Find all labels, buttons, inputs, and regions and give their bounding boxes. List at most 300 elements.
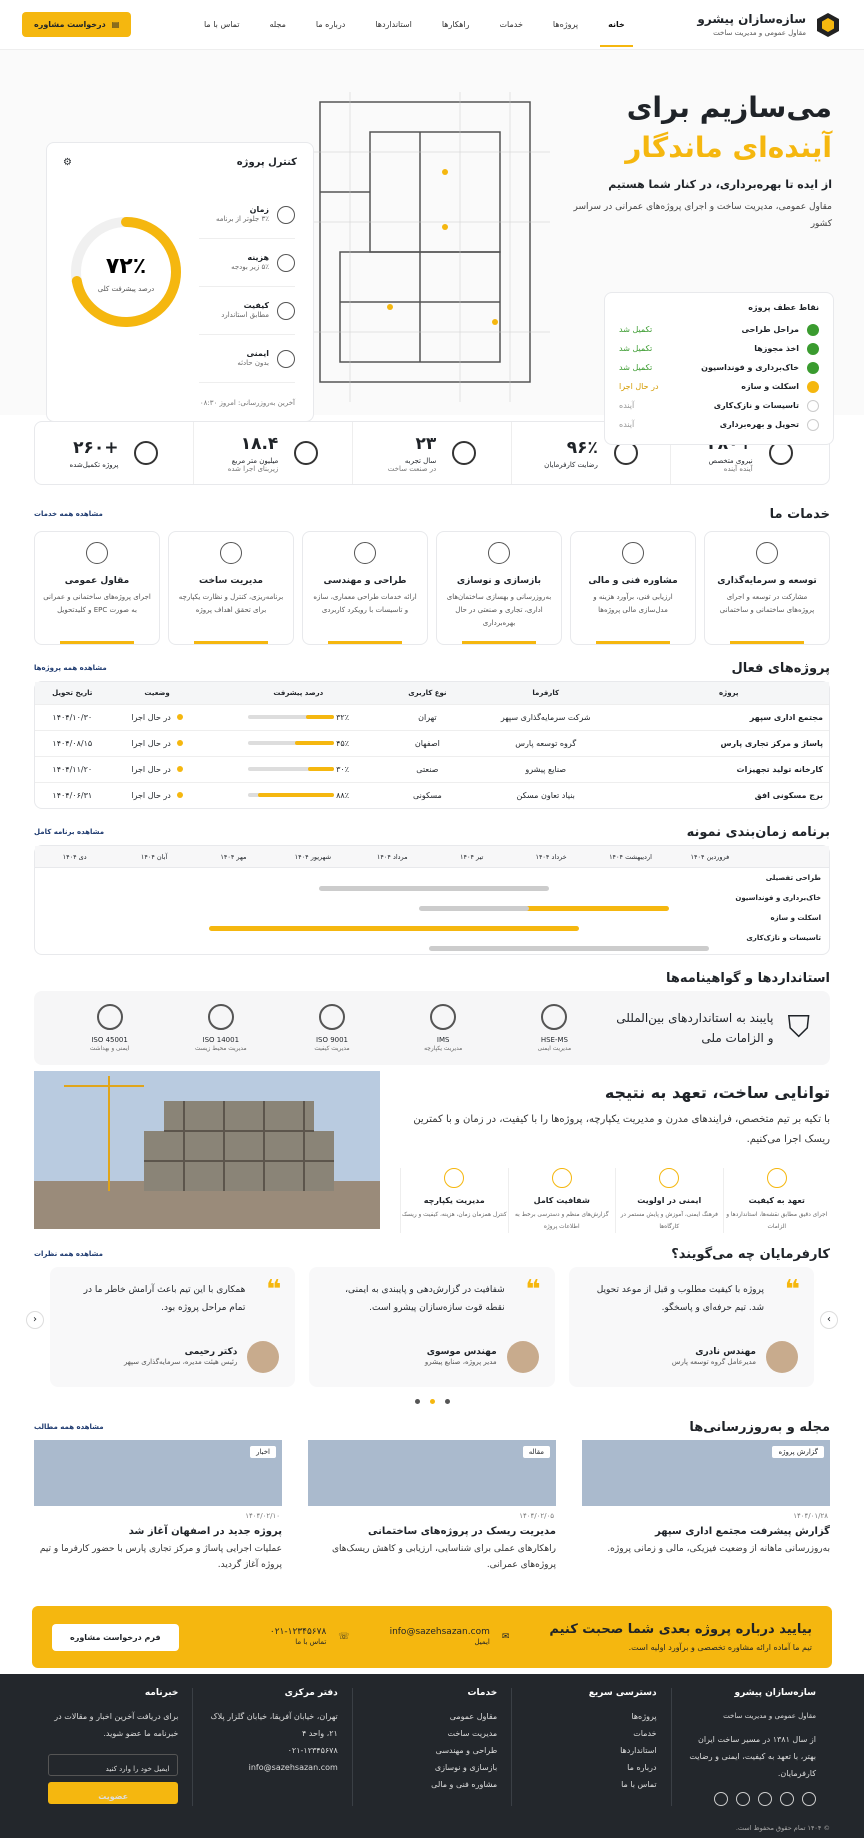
news-title: پروژه جدید در اصفهان آغاز شد	[128, 1526, 282, 1537]
feature-icon	[659, 1168, 679, 1188]
project-date: ۱۴۰۴/۱۱/۲۰	[35, 756, 110, 782]
gantt-month: دی ۱۴۰۴	[62, 852, 87, 861]
author-name: دکتر رحیمی	[184, 1347, 238, 1357]
service-card[interactable]	[436, 531, 562, 645]
certificate-desc: مدیریت کیفیت	[314, 1046, 350, 1052]
certificate-desc: مدیریت ایمنی	[537, 1046, 572, 1052]
certificate-name: ISO 45001	[91, 1036, 128, 1044]
certificate-badge	[165, 1004, 276, 1052]
metric-status: بدون حادثه	[237, 359, 269, 367]
milestone-status: در حال اجرا	[619, 382, 659, 391]
metric-status: ۵٪ زیر بودجه	[231, 263, 269, 271]
service-card[interactable]	[570, 531, 696, 645]
hero-description: مقاول عمومی، مدیریت ساخت و اجرای پروژه‌های عمرانی در سراسر کشور	[573, 202, 832, 229]
project-progress	[205, 782, 392, 808]
milestone-name: تاسیسات و نازک‌کاری	[713, 401, 799, 410]
table-row[interactable]	[35, 730, 829, 756]
gantt-task: خاک‌برداری و فونداسیون	[735, 894, 821, 902]
milestone-status-icon	[807, 324, 819, 336]
feature-title: مدیریت یکپارچه	[423, 1196, 485, 1205]
feature-icon	[552, 1168, 572, 1188]
office-email[interactable]: info@sazehsazan.com	[248, 1763, 338, 1772]
feature-title: ایمنی در اولویت	[637, 1196, 702, 1205]
status-text: در حال اجرا	[131, 712, 171, 722]
office-address: تهران، خیابان آفریقا، خیابان گلزار پلاک ۲۱، واحد ۴	[210, 1712, 338, 1738]
footer-tagline: مقاول عمومی و مدیریت ساخت	[723, 1712, 816, 1720]
avatar	[247, 1341, 279, 1373]
project-date: ۱۴۰۴/۰۸/۱۵	[35, 730, 110, 756]
milestone-status: تکمیل شد	[619, 363, 653, 372]
news-card[interactable]	[34, 1440, 282, 1586]
stat-icon	[452, 441, 476, 465]
gantt-chart	[34, 845, 830, 955]
cta-subtitle: تیم ما آماده ارائه مشاوره تخصصی و برآورد اولیه است.	[628, 1643, 812, 1652]
standards-title: استانداردها و گواهینامه‌ها	[666, 970, 830, 986]
news-tag: گزارش پروژه	[772, 1446, 824, 1458]
milestone-name: مراحل طراحی	[741, 325, 799, 334]
certificate-desc: ایمنی و بهداشت	[89, 1046, 130, 1052]
site-header	[0, 0, 864, 50]
progress-bar	[248, 793, 334, 797]
feature-item	[615, 1168, 723, 1233]
author-name: مهندس نادری	[695, 1347, 756, 1357]
project-client: شرکت سرمایه‌گذاری سپهر	[463, 704, 629, 730]
milestone-status: تکمیل شد	[619, 325, 653, 334]
hero-subtitle: از ایده تا بهره‌برداری، در کنار شما هستیم	[608, 178, 832, 191]
status-dot-icon	[177, 766, 183, 772]
metric-icon	[277, 254, 295, 272]
stat-sub: زیربنای اجرا شده	[227, 464, 279, 473]
project-status	[110, 782, 205, 808]
status-text: در حال اجرا	[131, 790, 171, 800]
status-dot-icon	[177, 740, 183, 746]
footer-link[interactable]: پروژه‌ها	[631, 1712, 657, 1721]
milestone-item	[619, 396, 819, 415]
progress-bar	[248, 741, 334, 745]
news-card[interactable]	[582, 1440, 830, 1586]
news-tag: مقاله	[523, 1446, 550, 1458]
progress-ring	[67, 213, 185, 331]
milestone-status: آینده	[619, 401, 635, 410]
testimonial-author	[672, 1341, 798, 1373]
project-progress	[205, 704, 392, 730]
progress-value: ۳۲٪	[333, 712, 350, 722]
certificate-desc: مدیریت یکپارچه	[424, 1046, 463, 1052]
project-client: بنیاد تعاون مسکن	[463, 782, 629, 808]
footer-link[interactable]: مدیریت ساخت	[447, 1729, 498, 1738]
gantt-month: فروردین ۱۴۰۴	[690, 852, 730, 861]
gantt-month: اردیبهشت ۱۴۰۴	[609, 852, 652, 861]
blueprint-image	[300, 92, 550, 402]
stat-label: میلیون متر مربع	[231, 456, 279, 465]
footer-brand: سازه‌سازان پیشرو	[734, 1688, 816, 1698]
service-desc: ارزیابی فنی، برآورد هزینه و مدل‌سازی مالی پروژه‌ها	[593, 593, 673, 614]
milestone-status-icon	[807, 343, 819, 355]
certificate-name: HSE-MS	[540, 1036, 568, 1044]
service-title: مشاوره فنی و مالی	[588, 576, 678, 586]
gantt-bar	[429, 946, 709, 951]
services-title: خدمات ما	[769, 506, 830, 522]
project-name: پاساژ و مرکز تجاری پارس	[629, 730, 829, 756]
service-desc: اجرای پروژه‌های ساختمانی و عمرانی به صورت EPC و کلیدتحویل	[43, 593, 151, 614]
table-header: پروژه	[629, 682, 829, 704]
project-type: صنعتی	[392, 756, 463, 782]
stat-label: سال تجربه	[404, 456, 437, 465]
news-excerpt: راهکارهای عملی برای شناسایی، ارزیابی و کاهش ریسک‌های پروژه‌های عمرانی.	[332, 1544, 556, 1570]
avatar	[766, 1341, 798, 1373]
milestone-item	[619, 358, 819, 377]
control-title: کنترل پروژه	[236, 157, 297, 168]
project-status	[110, 730, 205, 756]
service-desc: برنامه‌ریزی، کنترل و نظارت یکپارچه برای تحقق اهداف پروژه	[178, 593, 284, 614]
footer-quick-title: دسترسی سریع	[588, 1688, 657, 1698]
capability-section	[34, 1071, 830, 1229]
service-card[interactable]	[168, 531, 294, 645]
table-header: درصد پیشرفت	[205, 682, 392, 704]
prev-arrow-icon[interactable]: ‹	[26, 1311, 44, 1329]
news-section	[34, 1414, 830, 1586]
footer-link[interactable]: خدمات	[633, 1729, 657, 1738]
shield-check-icon: ⛉	[787, 1010, 810, 1045]
newsletter-submit-button[interactable]: عضویت	[48, 1782, 178, 1804]
service-card[interactable]	[704, 531, 830, 645]
table-header: وضعیت	[110, 682, 205, 704]
progress-value: ۸۸٪	[333, 790, 350, 800]
milestone-status-icon	[807, 419, 819, 431]
author-role: رئیس هیئت مدیره، سرمایه‌گذاری سپهر	[123, 1358, 238, 1366]
footer-link[interactable]: مقاول عمومی	[449, 1712, 498, 1721]
gantt-month: شهریور ۱۴۰۴	[294, 852, 332, 861]
logo-icon	[814, 11, 842, 39]
project-name: مجتمع اداری سپهر	[629, 704, 829, 730]
footer-link[interactable]: درباره ما	[627, 1763, 657, 1772]
nav-solutions[interactable]: راهکارها	[441, 20, 470, 29]
project-progress	[205, 730, 392, 756]
feature-item	[400, 1168, 508, 1233]
status-text: در حال اجرا	[131, 738, 171, 748]
stat-number: ۲۳	[415, 433, 437, 454]
footer-link[interactable]: مشاوره فنی و مالی	[431, 1780, 498, 1789]
testimonials-section	[34, 1241, 830, 1404]
status-text: در حال اجرا	[131, 764, 171, 774]
milestone-status-icon	[807, 381, 819, 393]
stat-item	[352, 422, 511, 484]
cta-phone[interactable]: ☏ ۰۲۱-۱۲۳۴۵۶۷۸ تماس با ما	[269, 1627, 350, 1646]
hero-title: می‌سازیم برای	[626, 91, 832, 124]
footer	[0, 1674, 864, 1838]
next-arrow-icon[interactable]: ›	[820, 1311, 838, 1329]
service-title: مقاول عمومی	[64, 576, 130, 586]
service-desc: مشارکت در توسعه و اجرای پروژه‌های ساختمانی و ساختمانی	[719, 593, 815, 614]
project-status	[110, 756, 205, 782]
service-card[interactable]	[302, 531, 428, 645]
milestone-status: آینده	[619, 420, 635, 429]
certificate-seal-icon	[97, 1004, 123, 1030]
service-title: بازسازی و نوسازی	[456, 576, 542, 586]
project-client: صنایع پیشرو	[463, 756, 629, 782]
nav-blog[interactable]: مجله	[269, 20, 286, 29]
news-date: ۱۴۰۴/۰۲/۱۰	[245, 1512, 280, 1520]
gantt-month: خرداد ۱۴۰۴	[535, 852, 567, 861]
testimonial-quote: همکاری با این تیم باعث آرامش خاطر ما در تمام مراحل پروژه بود.	[83, 1285, 246, 1313]
mail-icon: ✉	[501, 1632, 510, 1642]
metric-icon	[277, 206, 295, 224]
stat-icon	[134, 441, 158, 465]
newsletter-email-input[interactable]: ایمیل خود را وارد کنید	[48, 1754, 178, 1776]
feature-item	[723, 1168, 831, 1233]
author-role: مدیر پروژه، صنایع پیشرو	[424, 1358, 497, 1366]
progress-label: درصد پیشرفت کلی	[97, 285, 155, 293]
stat-icon	[294, 441, 318, 465]
news-excerpt: عملیات اجرایی پاساژ و مرکز تجاری پارس با حضور کارفرما و تیم پروژه آغاز گردید.	[39, 1544, 282, 1570]
stat-label: نیروی متخصص	[708, 456, 753, 465]
feature-item	[508, 1168, 616, 1233]
stat-item	[193, 422, 352, 484]
news-title: مجله و به‌روزرسانی‌ها	[689, 1419, 830, 1435]
certificate-badge	[499, 1004, 610, 1052]
cta-email[interactable]: ✉ info@sazehsazan.com ایمیل	[389, 1627, 510, 1646]
telegram-icon	[736, 1792, 750, 1806]
certificate-desc: مدیریت محیط زیست	[194, 1046, 247, 1052]
projects-title: پروژه‌های فعال	[731, 660, 830, 676]
testimonial-card	[50, 1267, 295, 1387]
control-metric	[199, 287, 295, 335]
service-icon	[756, 542, 778, 564]
feature-desc: کنترل همزمان زمان، هزینه، کیفیت و ریسک	[401, 1212, 507, 1218]
gantt-month: مرداد ۱۴۰۴	[376, 852, 408, 861]
feature-icon	[767, 1168, 787, 1188]
stat-number: ۱۸.۴	[240, 433, 279, 454]
timeline-title: برنامه زمان‌بندی نمونه	[686, 824, 830, 840]
instagram-icon	[780, 1792, 794, 1806]
metric-title: ایمنی	[246, 349, 269, 358]
news-title: مدیریت ریسک در پروژه‌های ساختمانی	[368, 1526, 556, 1537]
footer-office-title: دفتر مرکزی	[284, 1688, 338, 1698]
nav-home[interactable]: خانه	[608, 2, 625, 47]
author-name: مهندس موسوی	[426, 1347, 497, 1357]
nav-projects[interactable]: پروژه‌ها	[552, 20, 579, 29]
milestone-item	[619, 320, 819, 339]
testimonial-card	[569, 1267, 814, 1387]
author-role: مدیرعامل گروه توسعه پارس	[671, 1358, 756, 1366]
service-title: توسعه و سرمایه‌گذاری	[717, 576, 817, 586]
quote-icon: ❝	[525, 1275, 541, 1305]
newsletter-title: خبرنامه	[144, 1688, 179, 1698]
last-update: آخرین به‌روزرسانی: امروز ۰۸:۳۰	[199, 399, 295, 407]
standards-lead: پایبند به استانداردهای بین‌المللی و الزامات ملی	[616, 1011, 774, 1045]
x-icon	[714, 1792, 728, 1806]
project-name: کارخانه تولید تجهیزات	[629, 756, 829, 782]
quote-icon: ❝	[266, 1275, 282, 1305]
table-header: تاریخ تحویل	[35, 682, 110, 704]
certificate-seal-icon	[541, 1004, 567, 1030]
stat-number: ۹۶٪	[566, 437, 598, 458]
project-control-card	[46, 142, 314, 422]
service-icon	[488, 542, 510, 564]
project-name: برج مسکونی افق	[629, 782, 829, 808]
phone-icon: ☏	[338, 1632, 350, 1642]
capability-title: توانایی ساخت، تعهد به نتیجه	[604, 1083, 830, 1102]
project-type: اصفهان	[392, 730, 463, 756]
brand-tagline: مقاول عمومی و مدیریت ساخت	[713, 29, 806, 37]
control-metric	[199, 239, 295, 287]
stat-sub: در صنعت ساخت	[387, 464, 437, 473]
brand[interactable]	[697, 11, 842, 39]
news-excerpt: به‌روزرسانی ماهانه از وضعیت فیزیکی، مالی و زمانی پروژه.	[607, 1544, 830, 1554]
carousel-dots[interactable]	[34, 1399, 830, 1404]
certificate-name: IMS	[436, 1036, 450, 1044]
milestone-name: اسکلت و سازه	[741, 382, 799, 391]
milestone-name: اخذ مجوزها	[754, 344, 799, 353]
footer-link[interactable]: بازسازی و نوسازی	[434, 1763, 498, 1772]
gantt-bar	[209, 926, 579, 931]
projects-view-all-link[interactable]: مشاهده همه پروژه‌ها	[34, 664, 107, 672]
table-row[interactable]	[35, 756, 829, 782]
testimonial-quote: شفافیت در گزارش‌دهی و پایبندی به ایمنی، نقطه قوت سازه‌سازان پیشرو است.	[345, 1285, 505, 1313]
office-phone[interactable]: ۰۲۱-۱۲۳۴۵۶۷۸	[287, 1746, 338, 1755]
projects-section	[34, 655, 830, 809]
hero	[0, 50, 864, 429]
services-section	[34, 501, 830, 645]
cta-consult-button[interactable]: فرم درخواست مشاوره	[52, 1624, 179, 1651]
progress-value: ۳۰٪	[333, 764, 350, 774]
news-card[interactable]	[308, 1440, 556, 1586]
news-date: ۱۴۰۴/۰۱/۲۸	[793, 1512, 828, 1520]
service-icon	[86, 542, 108, 564]
construction-photo	[34, 1071, 380, 1229]
project-type: مسکونی	[392, 782, 463, 808]
status-dot-icon	[177, 714, 183, 720]
control-metric	[199, 335, 295, 383]
service-card[interactable]	[34, 531, 160, 645]
certificate-seal-icon	[430, 1004, 456, 1030]
gantt-task: تاسیسات و نازک‌کاری	[746, 934, 821, 942]
testimonials-title: کارفرمایان چه می‌گویند؟	[671, 1246, 830, 1262]
milestone-name: خاک‌برداری و فونداسیون	[701, 363, 799, 372]
service-icon	[354, 542, 376, 564]
service-icon	[220, 542, 242, 564]
certificate-badge	[388, 1004, 499, 1052]
service-desc: به‌روزرسانی و بهسازی ساختمان‌های اداری، تجاری و صنعتی در حال بهره‌برداری	[446, 593, 552, 627]
news-date: ۱۴۰۴/۰۲/۰۵	[519, 1512, 554, 1520]
certificate-seal-icon	[208, 1004, 234, 1030]
standards-section	[34, 965, 830, 1065]
service-icon	[622, 542, 644, 564]
milestone-item	[619, 377, 819, 396]
quote-icon: ❝	[784, 1275, 800, 1305]
certificate-name: ISO 9001	[315, 1036, 349, 1044]
control-metric	[199, 191, 295, 239]
metric-status: ۳٪ جلوتر از برنامه	[216, 215, 269, 223]
gantt-task: طراحی تفصیلی	[765, 874, 821, 882]
progress-bar	[248, 767, 334, 771]
cta-title: بیایید درباره پروژه بعدی شما صحبت کنیم	[549, 1622, 812, 1637]
nav-about[interactable]: درباره ما	[315, 20, 346, 29]
footer-link[interactable]: استانداردها	[620, 1746, 657, 1755]
metric-icon	[277, 302, 295, 320]
nav-contact[interactable]: تماس با ما	[203, 20, 240, 29]
stat-label: پروژه تکمیل‌شده	[69, 460, 119, 469]
milestone-status: تکمیل شد	[619, 344, 653, 353]
stat-label: رضایت کارفرمایان	[544, 460, 598, 469]
milestone-item	[619, 415, 819, 434]
milestone-status-icon	[807, 400, 819, 412]
copyright: © ۱۴۰۴ تمام حقوق محفوظ است.	[735, 1824, 830, 1832]
table-row[interactable]	[35, 704, 829, 730]
gantt-month: مهر ۱۴۰۴	[220, 852, 247, 861]
brand-name: سازه‌سازان پیشرو	[697, 12, 806, 26]
certificate-name: ISO 14001	[202, 1036, 240, 1044]
avatar	[507, 1341, 539, 1373]
newsletter-desc: برای دریافت آخرین اخبار و مقالات در خبرنامه ما عضو شوید.	[54, 1712, 179, 1738]
timeline-section	[34, 819, 830, 955]
calendar-icon: ▤	[111, 20, 120, 29]
social-links[interactable]	[686, 1792, 816, 1806]
service-title: مدیریت ساخت	[198, 576, 264, 586]
settings-icon[interactable]: ⚙	[63, 157, 72, 168]
milestone-name: تحویل و بهره‌برداری	[719, 420, 799, 429]
project-type: تهران	[392, 704, 463, 730]
milestone-item	[619, 339, 819, 358]
feature-desc: گزارش‌های منظم و دسترسی برخط به اطلاعات پروژه	[515, 1212, 609, 1230]
cta-banner	[32, 1606, 832, 1668]
timeline-view-all-link[interactable]: مشاهده برنامه کامل	[34, 828, 105, 836]
project-client: گروه توسعه پارس	[463, 730, 629, 756]
gantt-task: اسکلت و سازه	[770, 914, 821, 922]
progress-percent: ۷۲٪	[105, 254, 147, 279]
linkedin-icon	[802, 1792, 816, 1806]
nav-services[interactable]: خدمات	[499, 20, 523, 29]
news-image	[308, 1440, 556, 1506]
milestones-title: نقاط عطف پروژه	[748, 303, 819, 312]
table-row[interactable]	[35, 782, 829, 808]
stat-sub: آینده آینده	[723, 464, 753, 473]
feature-title: شفافیت کامل	[533, 1196, 590, 1205]
footer-link[interactable]: تماس با ما	[621, 1780, 657, 1789]
nav-standards[interactable]: استانداردها	[375, 20, 412, 29]
testimonial-author	[124, 1341, 279, 1373]
project-date: ۱۴۰۴/۱۰/۳۰	[35, 704, 110, 730]
news-tag: اخبار	[250, 1446, 276, 1458]
metric-icon	[277, 350, 295, 368]
status-dot-icon	[177, 792, 183, 798]
project-date: ۱۴۰۴/۰۶/۳۱	[35, 782, 110, 808]
news-view-all-link[interactable]: مشاهده همه مطالب	[34, 1423, 104, 1431]
table-header: نوع کاربری	[392, 682, 463, 704]
news-image	[582, 1440, 830, 1506]
footer-link[interactable]: طراحی و مهندسی	[435, 1746, 498, 1755]
hero-title-accent: آینده‌ای ماندگار	[625, 131, 832, 164]
feature-icon	[444, 1168, 464, 1188]
progress-value: ۴۵٪	[333, 738, 350, 748]
metric-title: هزینه	[247, 253, 269, 262]
footer-services-title: خدمات	[467, 1688, 498, 1698]
consult-button[interactable]: ▤ درخواست مشاوره	[22, 12, 131, 37]
metric-title: زمان	[249, 205, 269, 214]
testimonials-view-all-link[interactable]: مشاهده همه نظرات	[34, 1250, 104, 1258]
service-title: طراحی و مهندسی	[323, 576, 407, 586]
news-image	[34, 1440, 282, 1506]
capability-text: با تکیه بر تیم متخصص، فرایندهای مدرن و مدیریت یکپارچه، پروژه‌ها را با کیفیت، در زمان و با کمترین ریسک اجرا می‌کنیم.	[413, 1114, 830, 1145]
progress-bar	[248, 715, 334, 719]
services-view-all-link[interactable]: مشاهده همه خدمات	[34, 510, 103, 518]
main-nav	[204, 2, 625, 47]
metric-title: کیفیت	[243, 301, 269, 310]
news-title: گزارش پیشرفت مجتمع اداری سپهر	[655, 1526, 830, 1537]
table-header: کارفرما	[463, 682, 629, 704]
feature-desc: فرهنگ ایمنی، آموزش و پایش مستمر در کارگاه‌ها	[620, 1212, 718, 1230]
certificate-badge	[54, 1004, 165, 1052]
